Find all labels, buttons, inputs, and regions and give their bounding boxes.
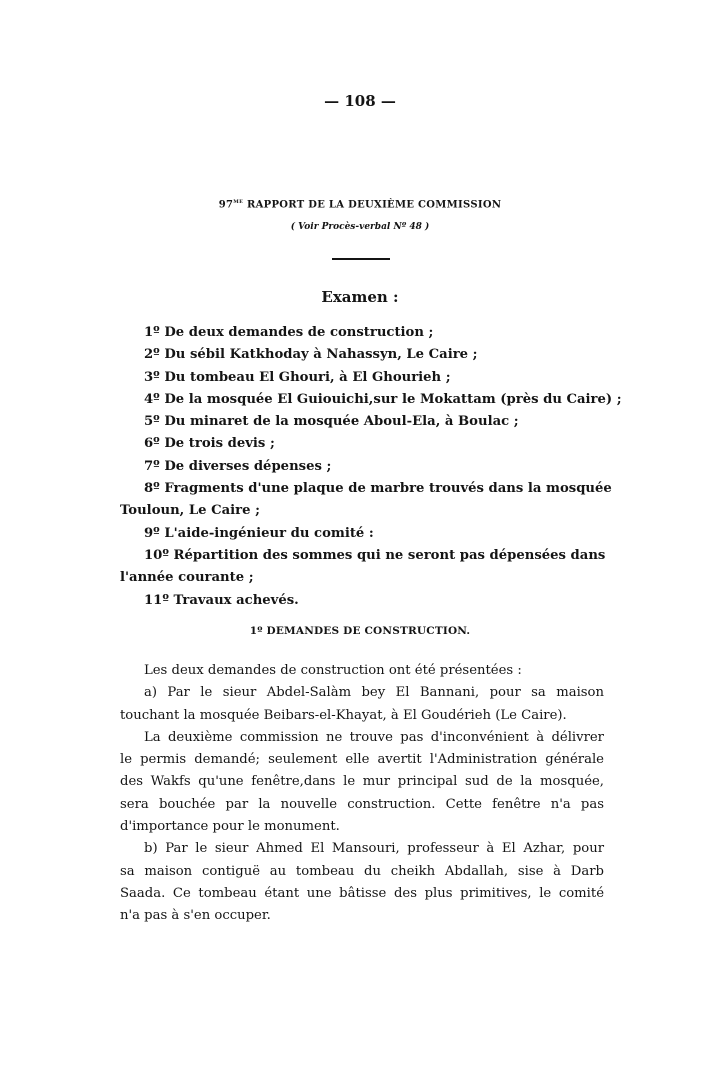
agenda-item: 10º Répartition des sommes qui ne seront pas dépensées dans	[144, 547, 606, 563]
body-line: b) Par le sieur Ahmed El Mansouri, professeur à El Azhar, pour	[144, 841, 604, 857]
body-paragraphs	[120, 660, 604, 928]
body-line: n'a pas à s'en occuper.	[120, 908, 271, 924]
agenda-list	[120, 322, 622, 612]
report-title	[0, 196, 720, 210]
report-ordinal: 97	[218, 199, 234, 211]
agenda-item: 9º L'aide-ingénieur du comité :	[144, 525, 374, 541]
body-line: La deuxième commission ne trouve pas d'inconvénient à délivrer	[144, 729, 604, 745]
report-subtitle: ( Voir Procès-verbal Nº 48 )	[290, 222, 430, 232]
body-line: d'importance pour le monument.	[120, 819, 340, 835]
body-line: des Wakfs qu'une fenêtre,dans le mur principal sud de la mosquée,	[120, 774, 604, 790]
agenda-item: 8º Fragments d'une plaque de marbre trouvés dans la mosquée	[144, 481, 612, 497]
section-heading: Examen :	[321, 288, 399, 306]
agenda-item-continuation: Touloun, Le Caire ;	[120, 503, 260, 519]
agenda-item: 11º Travaux achevés.	[144, 592, 299, 608]
agenda-item: 3º Du tombeau El Ghouri, à El Ghourieh ;	[144, 369, 451, 385]
agenda-item: 5º Du minaret de la mosquée Aboul-Ela, à Boulac ;	[144, 414, 519, 430]
report-ordinal-suffix: me	[233, 196, 244, 205]
body-line: Les deux demandes de construction ont été présentées :	[144, 663, 522, 678]
agenda-item: 7º De diverses dépenses ;	[144, 458, 332, 474]
body-line: Saada. Ce tombeau étant une bâtisse des plus primitives, le comité	[120, 885, 604, 901]
agenda-item: 2º Du sébil Katkhoday à Nahassyn, Le Caire ;	[144, 347, 478, 363]
body-line: sera bouchée par la nouvelle construction. Cette fenêtre n'a pas	[120, 796, 604, 812]
agenda-item-continuation: l'année courante ;	[120, 570, 254, 586]
page-number: — 108 —	[324, 92, 396, 110]
body-line: le permis demandé; seulement elle avertit l'Administration générale	[120, 752, 604, 768]
body-line: sa maison contiguë au tombeau du cheikh Abdallah, sise à Darb	[120, 863, 604, 879]
agenda-item: 6º De trois devis ;	[144, 436, 275, 452]
body-line: a) Par le sieur Abdel-Salàm bey El Bannani, pour sa maison	[144, 685, 604, 701]
body-line: touchant la mosquée Beibars-el-Khayat, à El Goudérieh (Le Caire).	[120, 707, 567, 723]
report-title-text: RAPPORT DE LA DEUXIÈME COMMISSION	[243, 199, 502, 211]
agenda-item: 4º De la mosquée El Guiouichi,sur le Mokattam (près du Caire) ;	[144, 391, 622, 407]
separator-rule	[332, 258, 390, 260]
agenda-item: 1º De deux demandes de construction ;	[144, 325, 434, 340]
sub-heading: 1º DEMANDES DE CONSTRUCTION.	[249, 625, 471, 637]
